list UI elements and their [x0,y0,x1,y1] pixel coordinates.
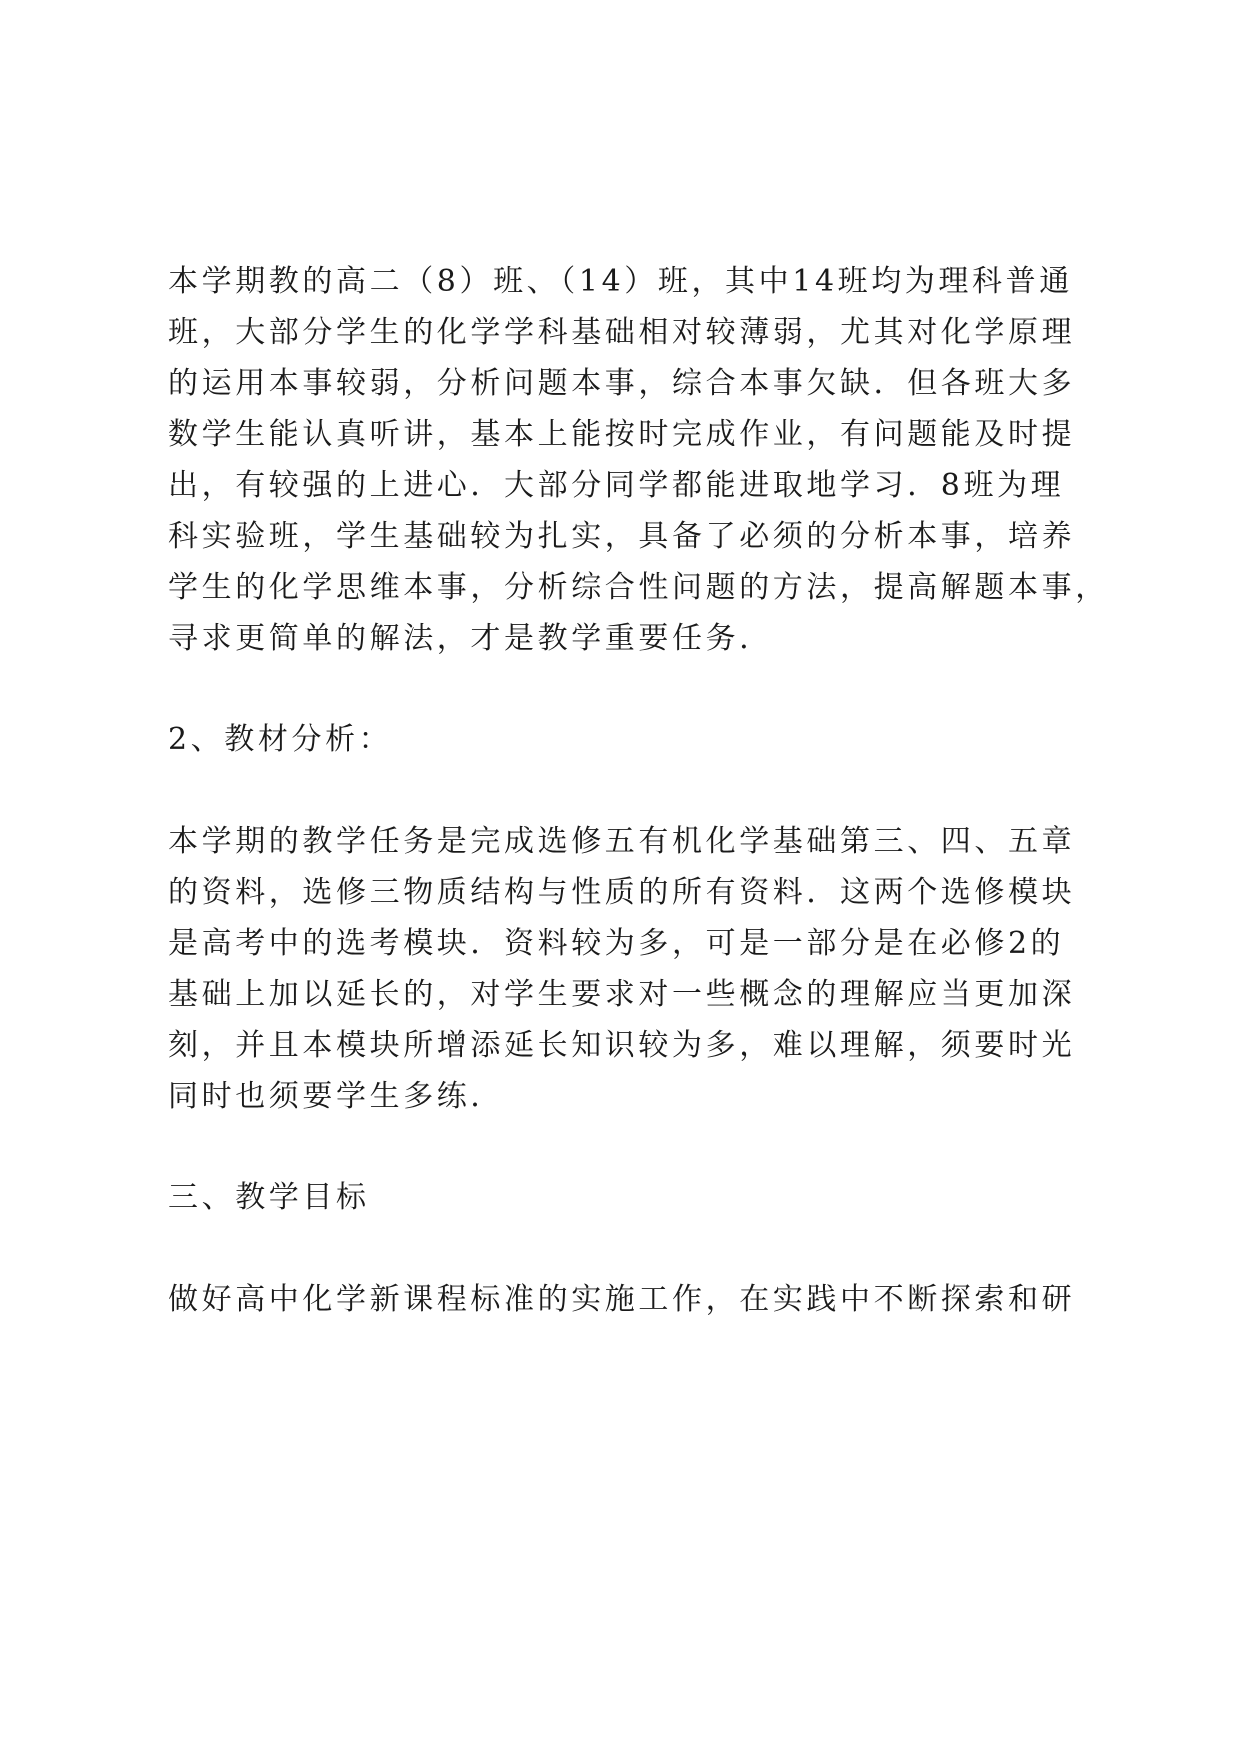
paragraph-2-line: 同时也须要学生多练． [168,1079,504,1114]
paragraph-1-line: 出，有较强的上进心．大部分同学都能进取地学习．8班为理 [168,468,1065,503]
paragraph-2-line: 的资料，选修三物质结构与性质的所有资料．这两个选修模块 [168,875,1076,910]
paragraph-1-line: 班，大部分学生的化学学科基础相对较薄弱，尤其对化学原理 [168,315,1076,350]
paragraph-1-line: 本学期教的高二（8）班、（14）班，其中14班均为理科普通 [168,264,1073,299]
paragraph-3-line: 做好高中化学新课程标准的实施工作，在实践中不断探索和研 [168,1282,1076,1317]
paragraph-2-line: 基础上加以延长的，对学生要求对一些概念的理解应当更加深 [168,977,1076,1012]
paragraph-2-line: 刻，并且本模块所增添延长知识较为多，难以理解，须要时光 [168,1028,1076,1063]
paragraph-2-line: 本学期的教学任务是完成选修五有机化学基础第三、四、五章 [168,824,1076,859]
paragraph-1-line: 学生的化学思维本事，分析综合性问题的方法，提高解题本事， [168,570,1109,605]
paragraph-1-line: 科实验班，学生基础较为扎实，具备了必须的分析本事，培养 [168,519,1076,554]
section-heading: 三、教学目标 [168,1180,370,1215]
paragraph-1-line: 数学生能认真听讲，基本上能按时完成作业，有问题能及时提 [168,417,1076,452]
paragraph-1-line: 寻求更简单的解法，才是教学重要任务． [168,621,773,656]
paragraph-2-line: 是高考中的选考模块．资料较为多，可是一部分是在必修2的 [168,926,1065,961]
paragraph-1-line: 的运用本事较弱，分析问题本事，综合本事欠缺．但各班大多 [168,366,1076,401]
section-heading: 2、教材分析： [168,722,393,757]
